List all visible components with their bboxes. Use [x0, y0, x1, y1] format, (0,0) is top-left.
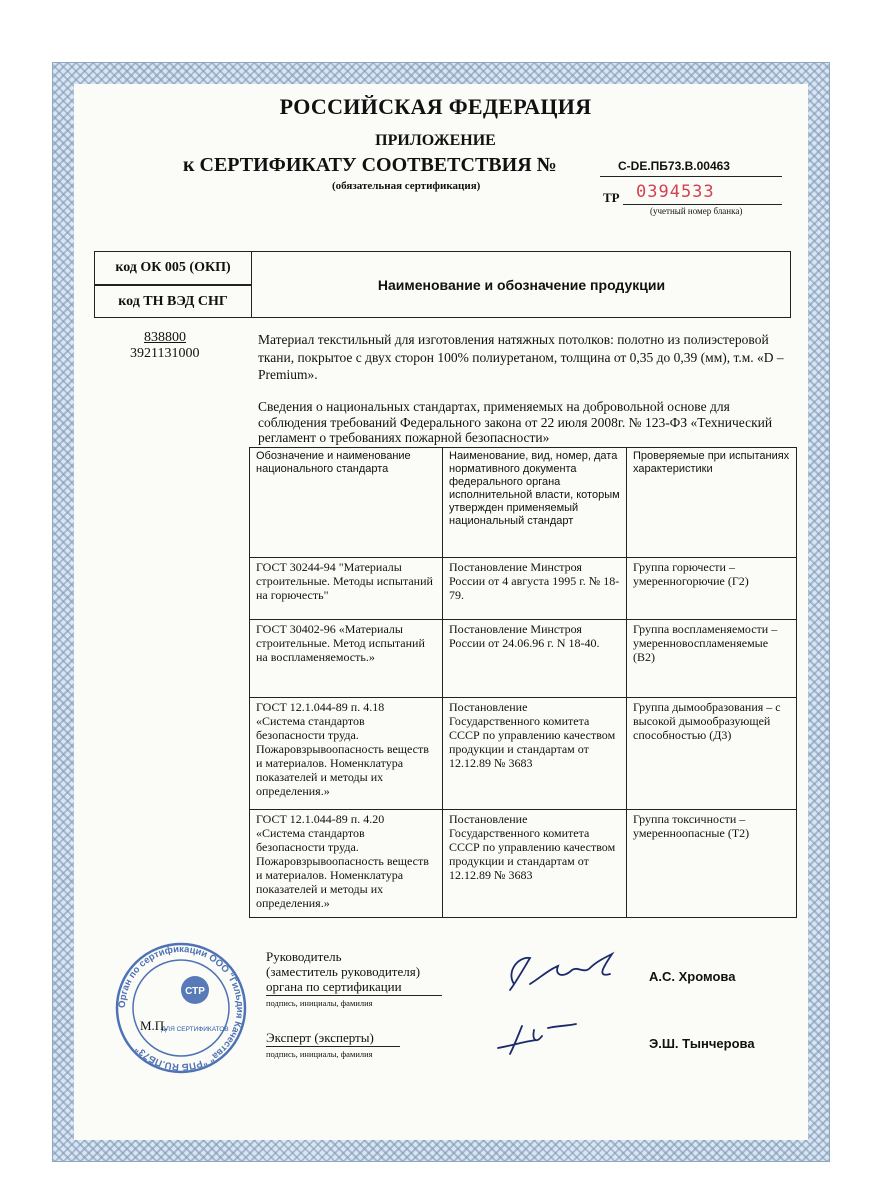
table-header-cell: Проверяемые при испытаниях характеристики: [627, 448, 797, 558]
characteristic-cell: Группа воспламеняемости – умеренновоспламеняемые (В2): [627, 620, 797, 698]
characteristic-cell: Группа дымообразования – с высокой дымообразующей способностью (Д3): [627, 698, 797, 810]
table-row: [250, 620, 797, 698]
head-title-line1: Руководитель: [266, 949, 342, 964]
annex-title: ПРИЛОЖЕНИЕ: [375, 132, 496, 149]
standards-intro: Сведения о национальных стандартах, применяемых на добровольной основе для соблюдения требований Федерального закона от 22 июля 2008г. № 123-ФЗ «Технический регламент о требованиях пожарной безопасности»: [258, 399, 773, 445]
document-cell: Постановление Минстроя России от 24.06.96 г. N 18-40.: [443, 620, 627, 698]
head-signature-caption: подпись, инициалы, фамилия: [266, 998, 373, 1008]
standard-cell: ГОСТ 30402-96 «Материалы строительные. Метод испытаний на воспламеняемость.»: [250, 620, 443, 698]
blank-number-caption: (учетный номер бланка): [650, 206, 743, 216]
certificate-number-underline: [600, 176, 782, 177]
expert-label: Эксперт (эксперты): [266, 1030, 374, 1045]
table-row: [250, 558, 797, 620]
table-header-cell: Наименование, вид, номер, дата нормативного документа федерального органа исполнительной власти, которым утвержден применяемый национальный стандарт: [443, 448, 627, 558]
okp-code: 838800: [144, 330, 186, 345]
mandatory-certification-note: (обязательная сертификация): [332, 180, 481, 192]
expert-name: Э.Ш. Тынчерова: [649, 1036, 755, 1051]
tp-label: ТР: [603, 190, 620, 205]
characteristic-cell: Группа токсичности – умеренноопасные (Т2): [627, 810, 797, 918]
seal-inner-text: ДЛЯ СЕРТИФИКАТОВ: [161, 1026, 229, 1033]
document-cell: Постановление Минстроя России от 4 августа 1995 г. № 18-79.: [443, 558, 627, 620]
table-row: [250, 698, 797, 810]
expert-signature-caption: подпись, инициалы, фамилия: [266, 1049, 373, 1059]
standard-cell: ГОСТ 12.1.044-89 п. 4.18 «Система стандартов безопасности труда. Пожаровзрывоопасность веществ и материалов. Номенклатура показателей и методы их определения.»: [250, 698, 443, 810]
seal-logo: СТР: [185, 986, 205, 997]
standards-table: [249, 447, 797, 918]
characteristic-cell: Группа горючести – умеренногорючие (Г2): [627, 558, 797, 620]
standard-cell: ГОСТ 12.1.044-89 п. 4.20 «Система стандартов безопасности труда. Пожаровзрывоопасность веществ и материалов. Номенклатура показателей и методы их определения.»: [250, 810, 443, 918]
country-title: РОССИЙСКАЯ ФЕДЕРАЦИЯ: [279, 94, 592, 119]
head-signature: [500, 948, 640, 994]
expert-signature: [492, 1018, 582, 1058]
blank-number: 0394533: [636, 182, 715, 202]
table-header-cell: Обозначение и наименование национального стандарта: [250, 448, 443, 558]
seal-ring-text: Орган по сертификации ООО "Гильдия Качества" "РПБ RU.ПБ73": [116, 943, 246, 1073]
head-signature-line: [266, 995, 442, 996]
document-cell: Постановление Государственного комитета СССР по управлению качеством продукции и стандартам от 12.12.89 № 3683: [443, 810, 627, 918]
standard-cell: ГОСТ 30244-94 "Материалы строительные. Методы испытаний на горючесть": [250, 558, 443, 620]
product-description: Материал текстильный для изготовления натяжных потолков: полотно из полиэстеровой ткани, покрытое с двух сторон 100% полиуретаном, толщина от 0,35 до 0,39 (мм), т.м. «D – Premium».: [258, 332, 784, 382]
head-name: А.С. Хромова: [649, 969, 736, 984]
table-row: [250, 810, 797, 918]
svg-text:Орган по сертификации ООО "Гил: [117, 944, 245, 1072]
certificate-title: к СЕРТИФИКАТУ СООТВЕТСТВИЯ №: [183, 154, 557, 176]
table-header-row: [250, 448, 797, 558]
blank-number-underline: [623, 204, 782, 205]
head-title-line3: органа по сертификации: [266, 979, 402, 994]
document-cell: Постановление Государственного комитета СССР по управлению качеством продукции и стандартам от 12.12.89 № 3683: [443, 698, 627, 810]
okp-code-label: код ОК 005 (ОКП): [94, 251, 252, 285]
tnved-code-label: код ТН ВЭД СНГ: [94, 285, 252, 318]
stamp-place-label: М.П.: [140, 1018, 168, 1033]
product-name-header: Наименование и обозначение продукции: [377, 276, 666, 293]
certificate-number: C-DE.ПБ73.В.00463: [618, 159, 730, 173]
head-title-line2: (заместитель руководителя): [266, 964, 421, 979]
certification-seal: [115, 928, 247, 1088]
expert-signature-line: [266, 1046, 400, 1047]
tnved-code: 3921131000: [130, 346, 200, 361]
